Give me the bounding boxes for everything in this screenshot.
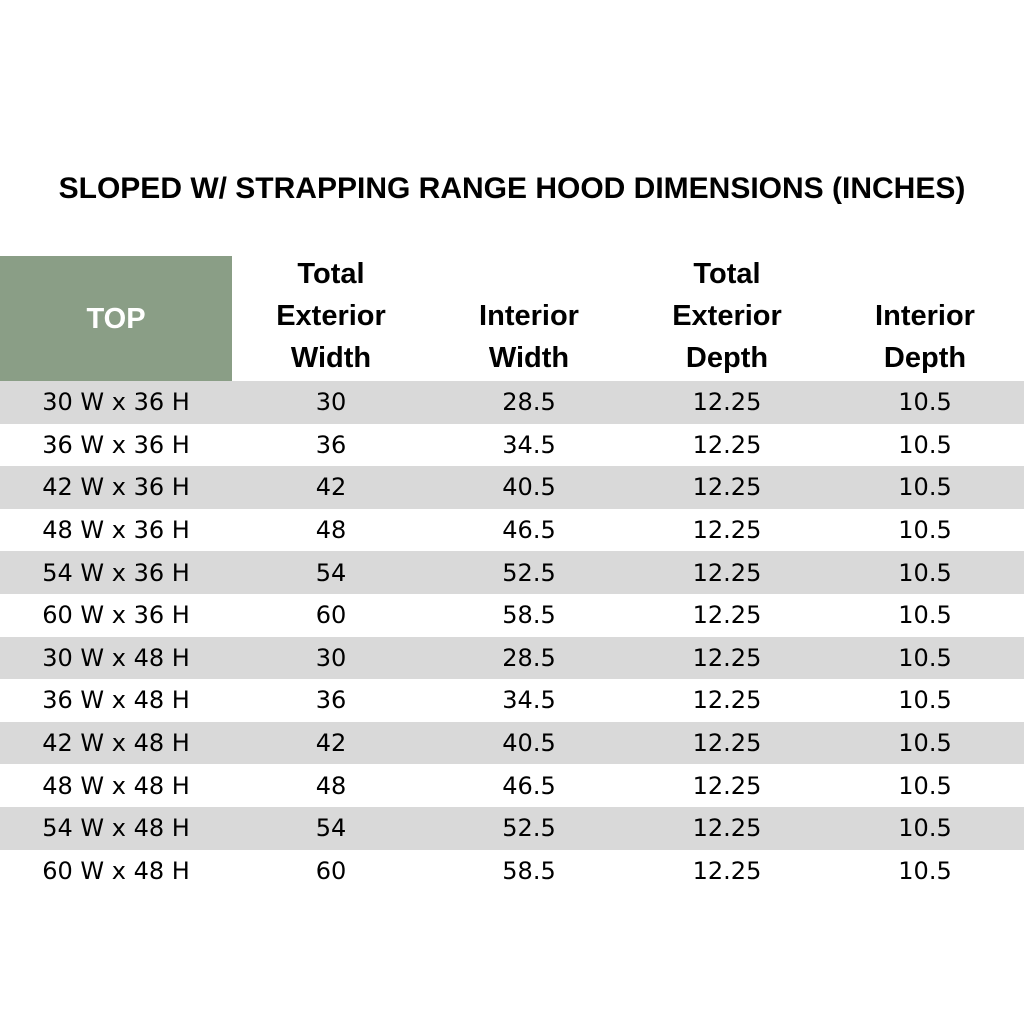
table-row: [0, 850, 1024, 893]
top-size-cell: 54 W x 36 H: [42, 558, 190, 587]
table-row: [0, 594, 1024, 637]
dimensions-table: [0, 256, 1024, 892]
interior-depth-cell: 10.5: [898, 388, 952, 417]
header-label: Total Exterior Depth: [672, 258, 782, 374]
header-label: Interior Depth: [875, 300, 975, 374]
interior-depth-cell: 10.5: [898, 856, 952, 885]
top-size-cell: 60 W x 48 H: [42, 856, 190, 885]
interior-width-cell: 40.5: [502, 473, 556, 502]
total-exterior-width-cell: 30: [315, 643, 347, 672]
interior-width-cell: 52.5: [502, 814, 556, 843]
interior-width-cell: 58.5: [502, 856, 556, 885]
total-exterior-depth-cell: 12.25: [692, 686, 762, 715]
table-body: [0, 381, 1024, 892]
total-exterior-depth-cell: 12.25: [692, 430, 762, 459]
total-exterior-depth-cell: 12.25: [692, 558, 762, 587]
interior-depth-cell: 10.5: [898, 643, 952, 672]
interior-width-cell: 46.5: [502, 516, 556, 545]
total-exterior-width-cell: 36: [315, 686, 347, 715]
interior-depth-cell: 10.5: [898, 473, 952, 502]
total-exterior-depth-cell: 12.25: [692, 814, 762, 843]
total-exterior-width-cell: 30: [315, 388, 347, 417]
top-size-cell: 54 W x 48 H: [42, 814, 190, 843]
top-size-cell: 48 W x 36 H: [42, 516, 190, 545]
header-label: TOP: [86, 302, 146, 335]
table-row: [0, 637, 1024, 680]
interior-width-cell: 34.5: [502, 686, 556, 715]
total-exterior-depth-cell: 12.25: [692, 473, 762, 502]
header-total-exterior-width: [232, 256, 430, 381]
header-top: [0, 256, 232, 381]
interior-depth-cell: 10.5: [898, 430, 952, 459]
table-row: [0, 551, 1024, 594]
total-exterior-width-cell: 54: [315, 814, 347, 843]
top-size-cell: 60 W x 36 H: [42, 601, 190, 630]
table-header: [0, 256, 1024, 381]
interior-width-cell: 58.5: [502, 601, 556, 630]
interior-width-cell: 34.5: [502, 430, 556, 459]
top-size-cell: 48 W x 48 H: [42, 771, 190, 800]
top-size-cell: 30 W x 36 H: [42, 388, 190, 417]
total-exterior-width-cell: 42: [315, 473, 347, 502]
interior-depth-cell: 10.5: [898, 686, 952, 715]
total-exterior-depth-cell: 12.25: [692, 388, 762, 417]
interior-depth-cell: 10.5: [898, 558, 952, 587]
total-exterior-depth-cell: 12.25: [692, 771, 762, 800]
table-row: [0, 764, 1024, 807]
header-total-exterior-depth: [628, 256, 826, 381]
total-exterior-width-cell: 54: [315, 558, 347, 587]
total-exterior-depth-cell: 12.25: [692, 516, 762, 545]
interior-width-cell: 28.5: [502, 388, 556, 417]
total-exterior-depth-cell: 12.25: [692, 729, 762, 758]
header-label: Total Exterior Width: [276, 258, 386, 374]
total-exterior-width-cell: 48: [315, 771, 347, 800]
total-exterior-depth-cell: 12.25: [692, 856, 762, 885]
total-exterior-width-cell: 42: [315, 729, 347, 758]
top-size-cell: 36 W x 48 H: [42, 686, 190, 715]
table-row: [0, 509, 1024, 552]
interior-depth-cell: 10.5: [898, 601, 952, 630]
interior-depth-cell: 10.5: [898, 729, 952, 758]
top-size-cell: 42 W x 48 H: [42, 729, 190, 758]
interior-width-cell: 28.5: [502, 643, 556, 672]
interior-width-cell: 52.5: [502, 558, 556, 587]
page-title: SLOPED W/ STRAPPING RANGE HOOD DIMENSIONS (INCHES): [58, 172, 966, 205]
table-row: [0, 466, 1024, 509]
table-row: [0, 722, 1024, 765]
total-exterior-width-cell: 60: [315, 601, 347, 630]
interior-width-cell: 46.5: [502, 771, 556, 800]
interior-depth-cell: 10.5: [898, 516, 952, 545]
interior-depth-cell: 10.5: [898, 771, 952, 800]
top-size-cell: 30 W x 48 H: [42, 643, 190, 672]
top-size-cell: 36 W x 36 H: [42, 430, 190, 459]
table-row: [0, 381, 1024, 424]
total-exterior-depth-cell: 12.25: [692, 601, 762, 630]
interior-depth-cell: 10.5: [898, 814, 952, 843]
table-row: [0, 679, 1024, 722]
top-size-cell: 42 W x 36 H: [42, 473, 190, 502]
header-interior-depth: [826, 256, 1024, 381]
total-exterior-width-cell: 60: [315, 856, 347, 885]
header-label: Interior Width: [479, 300, 579, 374]
total-exterior-width-cell: 48: [315, 516, 347, 545]
total-exterior-depth-cell: 12.25: [692, 643, 762, 672]
total-exterior-width-cell: 36: [315, 430, 347, 459]
table-row: [0, 424, 1024, 467]
table-row: [0, 807, 1024, 850]
interior-width-cell: 40.5: [502, 729, 556, 758]
header-interior-width: [430, 256, 628, 381]
